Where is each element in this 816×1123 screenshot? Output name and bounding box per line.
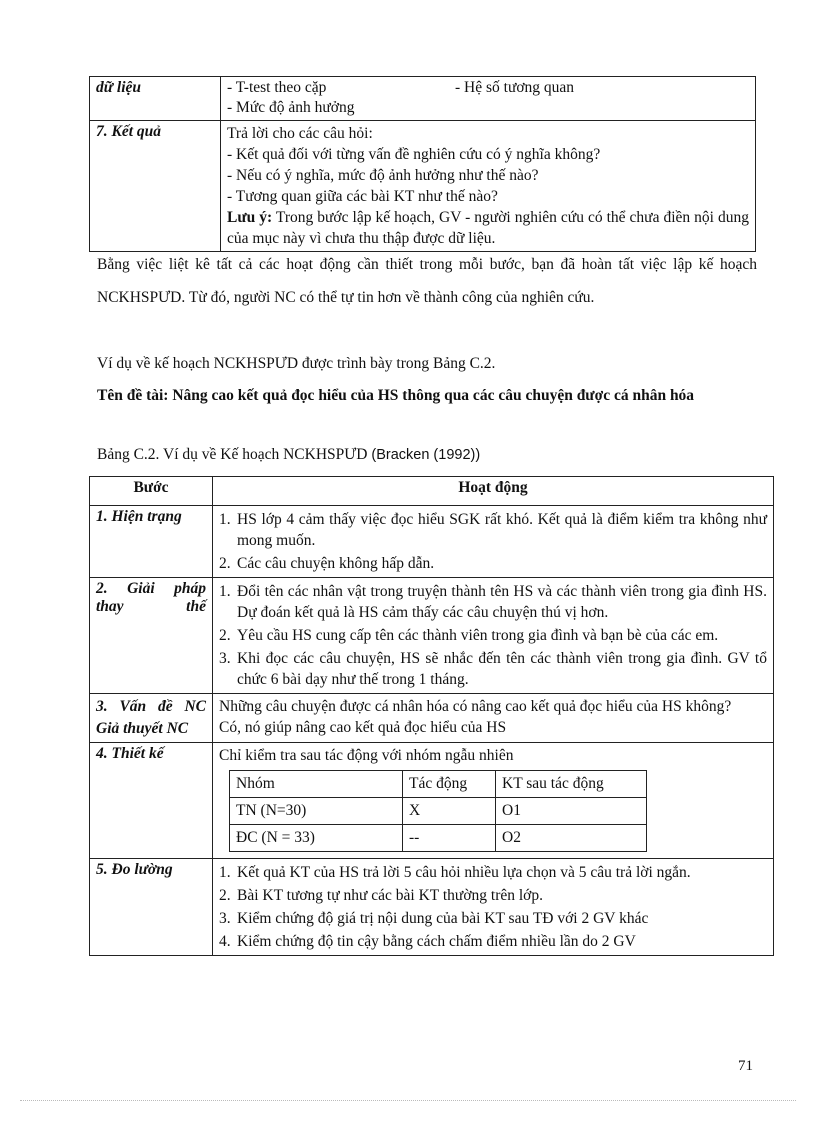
- item-text: Kiểm chứng độ giá trị nội dung của bài KT sau TĐ với 2 GV khác: [237, 910, 649, 927]
- result-line: - Nếu có ý nghĩa, mức độ ảnh hưởng như thế nào?: [227, 167, 539, 184]
- row-content-status: [213, 506, 774, 578]
- table-header-row: [230, 771, 647, 798]
- item-text: HS lớp 4 cảm thấy việc đọc hiểu SGK rất khó. Kết quả là điểm kiểm tra không như mong muốn.: [237, 511, 767, 549]
- row-label-measurement: 5. Đo lường: [90, 859, 213, 956]
- table-row: [90, 743, 774, 859]
- analysis-item: - T-test theo cặp: [227, 79, 327, 96]
- item-number: 3.: [219, 650, 231, 667]
- item-number: 2.: [219, 555, 231, 572]
- analysis-item: - Mức độ ảnh hưởng: [227, 99, 355, 116]
- design-cell: X: [403, 798, 496, 825]
- list-item: [219, 580, 767, 624]
- item-text: Yêu cầu HS cung cấp tên các thành viên trong gia đình và bạn bè của các em.: [237, 627, 719, 644]
- table-row: [230, 825, 647, 852]
- design-header: KT sau tác động: [496, 771, 647, 798]
- design-cell: O2: [496, 825, 647, 852]
- row-label-data: dữ liệu: [90, 77, 221, 121]
- caption-text: Bảng C.2. Ví dụ về Kế hoạch NCKHSPƯD: [97, 446, 372, 463]
- note-text: Trong bước lập kế hoạch, GV - người nghiên cứu có thể chưa điền nội dung của mục này vì chưa thu thập được dữ liệu.: [227, 209, 749, 247]
- row-label-solution: 2. Giải pháp thay thế: [90, 578, 213, 694]
- row-content-hypothesis: [213, 694, 774, 743]
- design-cell: TN (N=30): [230, 798, 403, 825]
- design-header: Nhóm: [230, 771, 403, 798]
- table-row: [90, 578, 774, 694]
- row-content-data: [221, 77, 756, 121]
- design-cell: --: [403, 825, 496, 852]
- list-item: [219, 552, 767, 575]
- plan-table: [89, 476, 774, 956]
- result-line: - Kết quả đối với từng vấn đề nghiên cứu có ý nghĩa không?: [227, 146, 601, 163]
- item-text: Bài KT tương tự như các bài KT thường trên lớp.: [237, 887, 544, 904]
- note-label: Lưu ý:: [227, 209, 273, 226]
- row-label-hypothesis: 3. Vấn đề NC Giả thuyết NC: [90, 694, 213, 743]
- list-item: [219, 907, 767, 930]
- solution-list: [219, 580, 767, 691]
- row-content-measurement: [213, 859, 774, 956]
- result-line: - Tương quan giữa các bài KT như thế nào?: [227, 188, 498, 205]
- paragraph-summary: Bằng việc liệt kê tất cả các hoạt động cần thiết trong mỗi bước, bạn đã hoàn tất việc lập kế hoạch NCKHSPƯD. Từ đó, người NC có thể tự tin hơn về thành công của nghiên cứu.: [97, 256, 757, 306]
- table-row: [90, 77, 756, 121]
- row-label-design: 4. Thiết kế: [90, 743, 213, 859]
- design-table: [229, 770, 647, 852]
- item-number: 2.: [219, 887, 231, 904]
- design-cell: ĐC (N = 33): [230, 825, 403, 852]
- item-text: Đổi tên các nhân vật trong truyện thành tên HS và các thành viên trong gia đình HS. Dự đoán kết quả là HS cảm thấy các câu chuyện thú vị hơn.: [237, 583, 767, 621]
- header-activity: Hoạt động: [213, 477, 774, 506]
- row-content-results: [221, 121, 756, 252]
- list-item: [219, 508, 767, 552]
- row-content-design: [213, 743, 774, 859]
- item-number: 1.: [219, 864, 231, 881]
- caption-source: (Bracken (1992)): [371, 447, 481, 463]
- item-text: Kết quả KT của HS trả lời 5 câu hỏi nhiều lựa chọn và 5 câu trả lời ngắn.: [237, 864, 691, 881]
- item-number: 4.: [219, 933, 231, 950]
- design-header: Tác động: [403, 771, 496, 798]
- item-number: 1.: [219, 511, 231, 528]
- list-item: [219, 884, 767, 907]
- row-label-status: 1. Hiện trạng: [90, 506, 213, 578]
- table-row: [90, 506, 774, 578]
- table-row: [90, 859, 774, 956]
- design-cell: O1: [496, 798, 647, 825]
- item-text: Kiểm chứng độ tin cậy bằng cách chấm điểm nhiều lần do 2 GV: [237, 933, 636, 950]
- row-content-solution: [213, 578, 774, 694]
- result-note: [227, 207, 749, 249]
- item-number: 2.: [219, 627, 231, 644]
- item-text: Các câu chuyện không hấp dẫn.: [237, 555, 435, 572]
- list-item: [219, 861, 767, 884]
- table-row: [90, 121, 756, 252]
- table-row: [230, 798, 647, 825]
- design-intro: Chỉ kiểm tra sau tác động với nhóm ngẫu nhiên: [219, 747, 514, 764]
- table-row: [90, 694, 774, 743]
- page-number: 71: [738, 1058, 753, 1074]
- result-line: Trả lời cho các câu hỏi:: [227, 125, 373, 142]
- table-caption: [97, 445, 480, 465]
- list-item: [219, 930, 767, 953]
- row-label-results: 7. Kết quả: [90, 121, 221, 252]
- research-question: Những câu chuyện được cá nhân hóa có nâng cao kết quả đọc hiểu của HS không?: [219, 698, 732, 715]
- list-item: [219, 647, 767, 691]
- hypothesis-answer: Có, nó giúp nâng cao kết quả đọc hiểu của HS: [219, 719, 507, 736]
- item-number: 3.: [219, 910, 231, 927]
- item-text: Khi đọc các câu chuyện, HS sẽ nhắc đến tên các thành viên trong gia đình. GV tổ chức 6 bài dạy như thế trong 1 tháng.: [237, 650, 767, 688]
- paragraph-example: Ví dụ về kế hoạch NCKHSPƯD được trình bày trong Bảng C.2.: [97, 355, 496, 372]
- measurement-list: [219, 861, 767, 953]
- topic-title: Tên đề tài: Nâng cao kết quả đọc hiểu của HS thông qua các câu chuyện được cá nhân hóa: [97, 387, 695, 404]
- analysis-item: - Hệ số tương quan: [455, 79, 575, 96]
- list-item: [219, 624, 767, 647]
- status-list: [219, 508, 767, 575]
- footer-divider: [20, 1100, 796, 1101]
- header-step: Bước: [90, 477, 213, 506]
- item-number: 1.: [219, 583, 231, 600]
- continued-plan-table: [89, 76, 756, 252]
- table-header-row: [90, 477, 774, 506]
